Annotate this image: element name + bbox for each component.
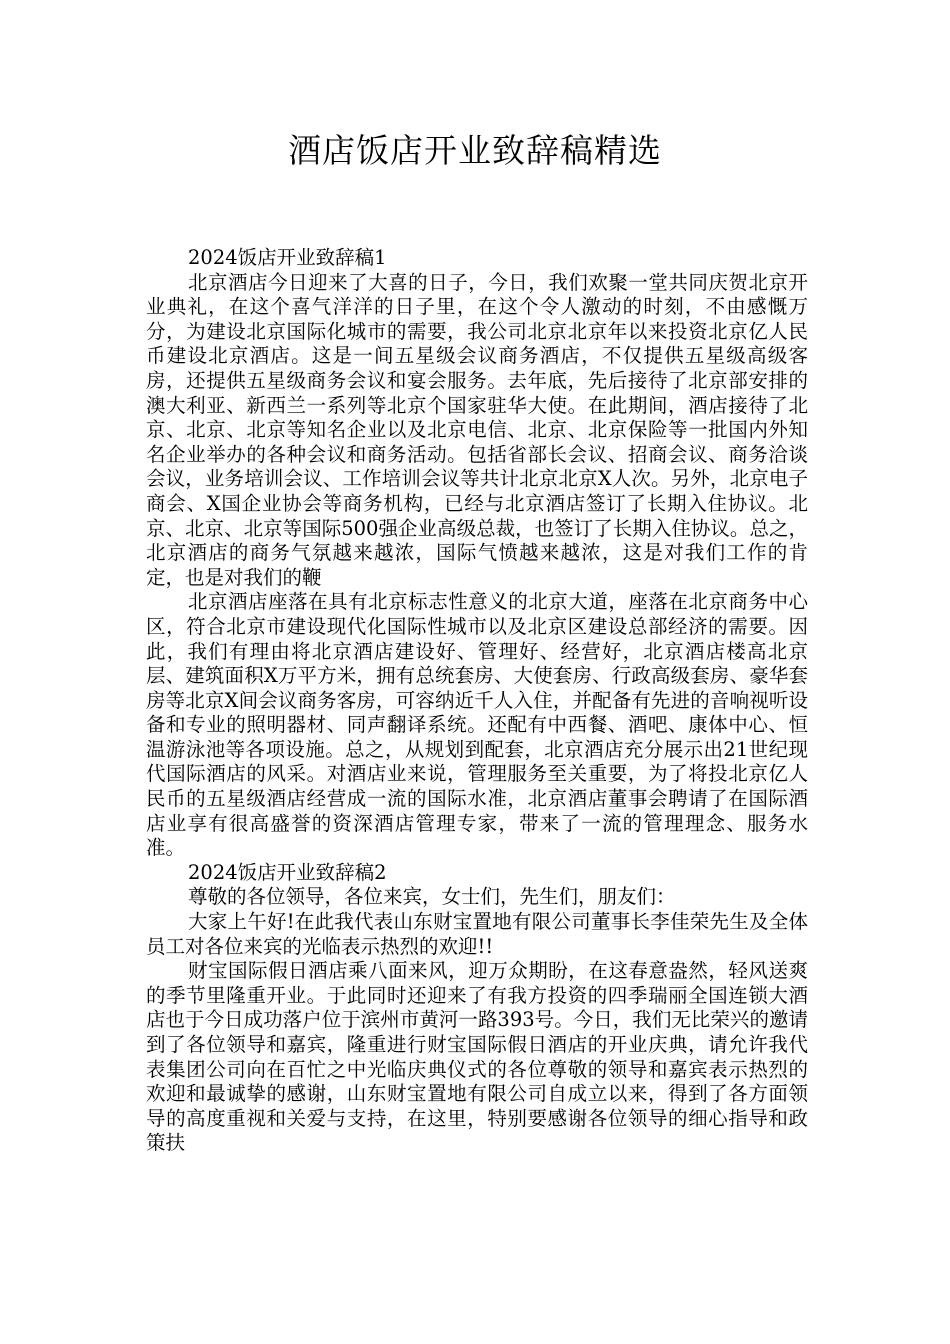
salutation: 尊敬的各位领导，各位来宾，女士们，先生们，朋友们： bbox=[188, 885, 676, 909]
section-heading-1: 2024饭店开业致辞稿1 bbox=[188, 246, 387, 269]
paragraph: 北京酒店今日迎来了大喜的日子，今日，我们欢聚一堂共同庆贺北京开业典礼，在这个喜气洋洋的日子里，在这个令人激动的时刻，不由感慨万分，为建设北京国际化城市的需要，我公司北京北京年以来投资北京亿人民币建设北京酒店。这是一间五星级会议商务酒店，不仅提供五星级高级客房，还提供五星级商务会议和宴会服务。去年底，先后接待了北京部安排的澳大利亚、新西兰一系列等北京个国家驻华大使。在此期间，酒店接待了北京、北京、北京等知名企业以及北京电信、北京、北京保险等一批国内外知名企业举办的各种会议和商务活动。包括省部长会议、招商会议、商务洽谈会议，业务培训会议、工作培训会议等共计北京北京X人次。另外，北京电子商会、X国企业协会等商务机构，已经与北京酒店签订了长期入住协议。北京、北京、北京等国际500强企业高级总裁，也签订了长期入住协议。总之，北京酒店的商务气氛越来越浓，国际气愤越来越浓，这是对我们工作的肯定，也是对我们的鞭 bbox=[146, 270, 808, 589]
document-body bbox=[146, 246, 808, 1156]
paragraph: 北京酒店座落在具有北京标志性意义的北京大道，座落在北京商务中心区，符合北京市建设现代化国际性城市以及北京区建设总部经济的需要。因此，我们有理由将北京酒店建设好、管理好、经营好，北京酒店楼高北京层、建筑面积X万平方米，拥有总统套房、大使套房、行政高级套房、豪华套房等北京X间会议商务客房，可容纳近千人入住，并配备有先进的音响视听设备和专业的照明器材、同声翻译系统。还配有中西餐、酒吧、康体中心、恒温游泳池等各项设施。总之，从规划到配套，北京酒店充分展示出21世纪现代国际酒店的风采。对酒店业来说，管理服务至关重要，为了将投北京亿人民币的五星级酒店经营成一流的国际水准，北京酒店董事会聘请了在国际酒店业享有很高盛誉的资深酒店管理专家，带来了一流的管理理念、服务水准。 bbox=[146, 590, 808, 860]
document-title: 酒店饭店开业致辞稿精选 bbox=[288, 131, 662, 170]
paragraph: 大家上午好!在此我代表山东财宝置地有限公司董事长李佳荣先生及全体员工对各位来宾的光临表示热烈的欢迎!! bbox=[146, 910, 808, 958]
paragraph: 财宝国际假日酒店乘八面来风，迎万众期盼，在这春意盎然，轻风送爽的季节里隆重开业。于此同时还迎来了有我方投资的四季瑞丽全国连锁大酒店也于今日成功落户位于滨州市黄河一路393号。今日，我们无比荣兴的邀请到了各位领导和嘉宾，隆重进行财宝国际假日酒店的开业庆典，请允许我代表集团公司向在百忙之中光临庆典仪式的各位尊敬的领导和嘉宾表示热烈的欢迎和最诚挚的感谢，山东财宝置地有限公司自成立以来，得到了各方面领导的高度重视和关爱与支持，在这里，特别要感谢各位领导的细心指导和政策扶 bbox=[146, 959, 808, 1155]
section-heading-2: 2024饭店开业致辞稿2 bbox=[188, 860, 387, 884]
